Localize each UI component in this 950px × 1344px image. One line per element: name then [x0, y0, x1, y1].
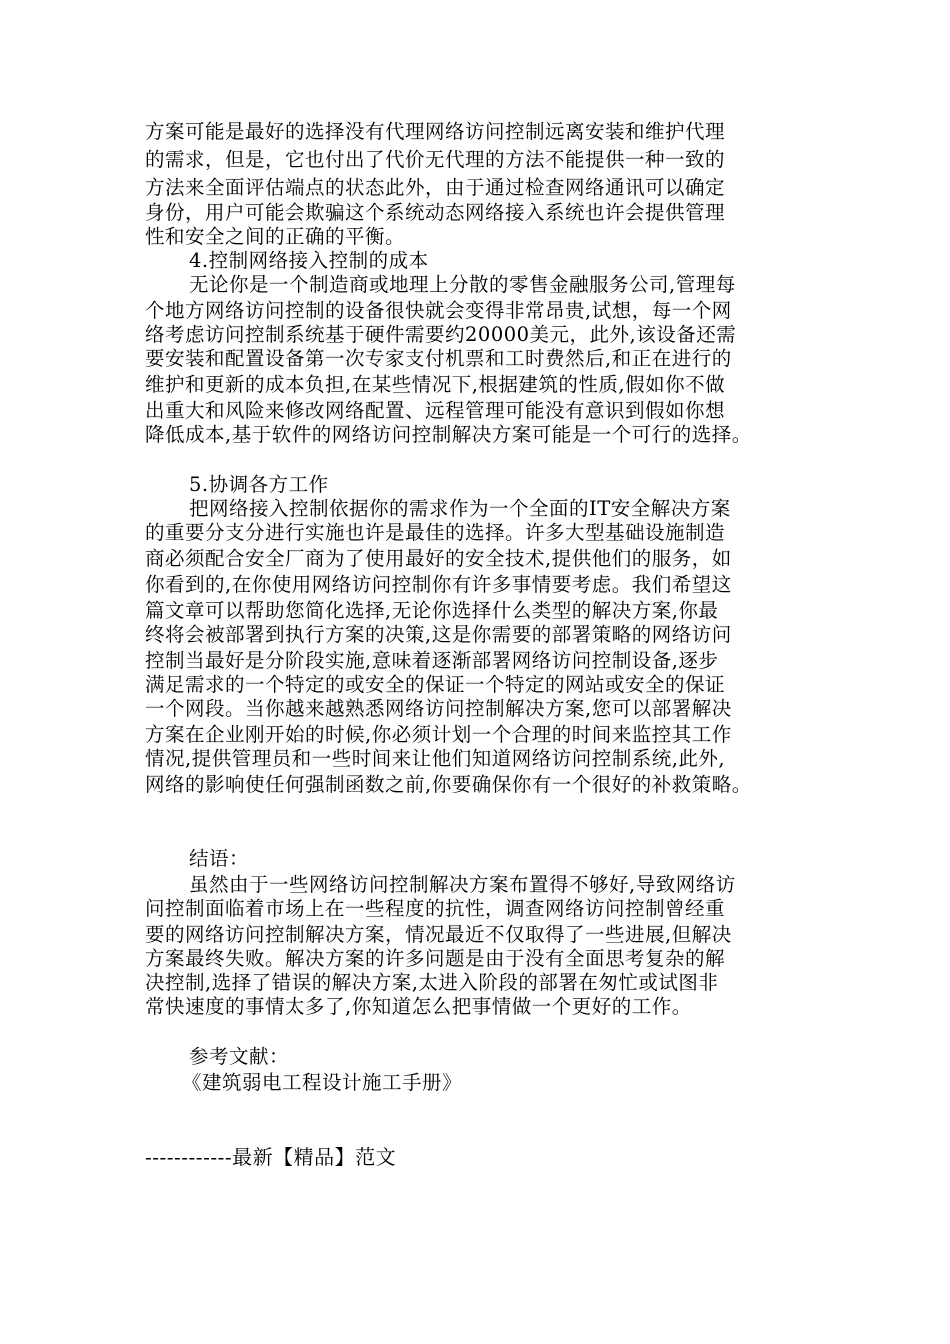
section5-line: 篇文章可以帮助您简化选择,无论你选择什么类型的解决方案,你最: [145, 599, 719, 622]
intro-line: 性和安全之间的正确的平衡。: [145, 225, 406, 248]
footer-text: ------------最新【精品】范文: [145, 1145, 397, 1169]
section5-line: 情况,提供管理员和一些时间来让他们知道网络访问控制系统,此外,: [145, 747, 726, 770]
conclusion-line: 问控制面临着市场上在一些程度的抗性，调查网络访问控制曾经重: [145, 897, 726, 920]
section5-line: 商必须配合安全厂商为了使用最好的安全技术,提供他们的服务，如: [145, 547, 732, 570]
conclusion-line: 要的网络访问控制解决方案，情况最近不仅取得了一些进展,但解决: [145, 923, 732, 946]
conclusion-line: 决控制,选择了错误的解决方案,太进入阶段的部署在匆忙或试图非: [145, 971, 719, 994]
section4-line: 无论你是一个制造商或地理上分散的零售金融服务公司,管理每: [189, 273, 736, 296]
section4-line: 络考虑访问控制系统基于硬件需要约20000美元，此外,该设备还需: [145, 323, 737, 346]
section5-line: 你看到的,在你使用网络访问控制你有许多事情要考虑。我们希望这: [145, 573, 732, 596]
section5-line: 一个网段。当你越来越熟悉网络访问控制解决方案,您可以部署解决: [145, 697, 732, 720]
intro-line: 方案可能是最好的选择没有代理网络访问控制远离安装和维护代理: [145, 120, 726, 143]
intro-line: 的需求，但是，它也付出了代价无代理的方法不能提供一种一致的: [145, 148, 726, 171]
conclusion-line: 常快速度的事情太多了,你知道怎么把事情做一个更好的工作。: [145, 995, 692, 1018]
reference-item: 《建筑弱电工程设计施工手册》: [182, 1071, 463, 1094]
conclusion-line: 虽然由于一些网络访问控制解决方案布置得不够好,导致网络访: [189, 873, 736, 896]
section4-line: 维护和更新的成本负担,在某些情况下,根据建筑的性质,假如你不做: [145, 373, 726, 396]
conclusion-line: 方案最终失败。解决方案的许多问题是由于没有全面思考复杂的解: [145, 947, 726, 970]
intro-line: 身份，用户可能会欺骗这个系统动态网络接入系统也许会提供管理: [145, 201, 726, 224]
section5-heading: 5.协调各方工作: [189, 473, 329, 496]
section5-line: 把网络接入控制依据你的需求作为一个全面的IT安全解决方案: [189, 497, 731, 520]
section4-line: 降低成本,基于软件的网络访问控制解决方案可能是一个可行的选择。: [145, 423, 752, 446]
conclusion-heading: 结语：: [189, 847, 250, 870]
section5-line: 的重要分支分进行实施也许是最佳的选择。许多大型基础设施制造: [145, 521, 726, 544]
section5-line: 终将会被部署到执行方案的决策,这是你需要的部署策略的网络访问: [145, 623, 732, 646]
section5-line: 满足需求的一个特定的或安全的保证一个特定的网站或安全的保证: [145, 673, 726, 696]
section5-line: 方案在企业刚开始的时候,你必须计划一个合理的时间来监控其工作: [145, 723, 732, 746]
intro-line: 方法来全面评估端点的状态此外，由于通过检查网络通讯可以确定: [145, 176, 726, 199]
section4-heading: 4.控制网络接入控制的成本: [189, 249, 429, 272]
section5-line: 网络的影响使任何强制函数之前,你要确保你有一个很好的补救策略。: [145, 773, 752, 796]
section4-line: 要安装和配置设备第一次专家支付机票和工时费然后,和正在进行的: [145, 347, 732, 370]
references-heading: 参考文献：: [189, 1045, 290, 1068]
section4-line: 个地方网络访问控制的设备很快就会变得非常昂贵,试想，每一个网: [145, 299, 732, 322]
section5-line: 控制当最好是分阶段实施,意味着逐渐部署网络访问控制设备,逐步: [145, 649, 719, 672]
section4-line: 出重大和风险来修改网络配置、远程管理可能没有意识到假如你想: [145, 399, 726, 422]
